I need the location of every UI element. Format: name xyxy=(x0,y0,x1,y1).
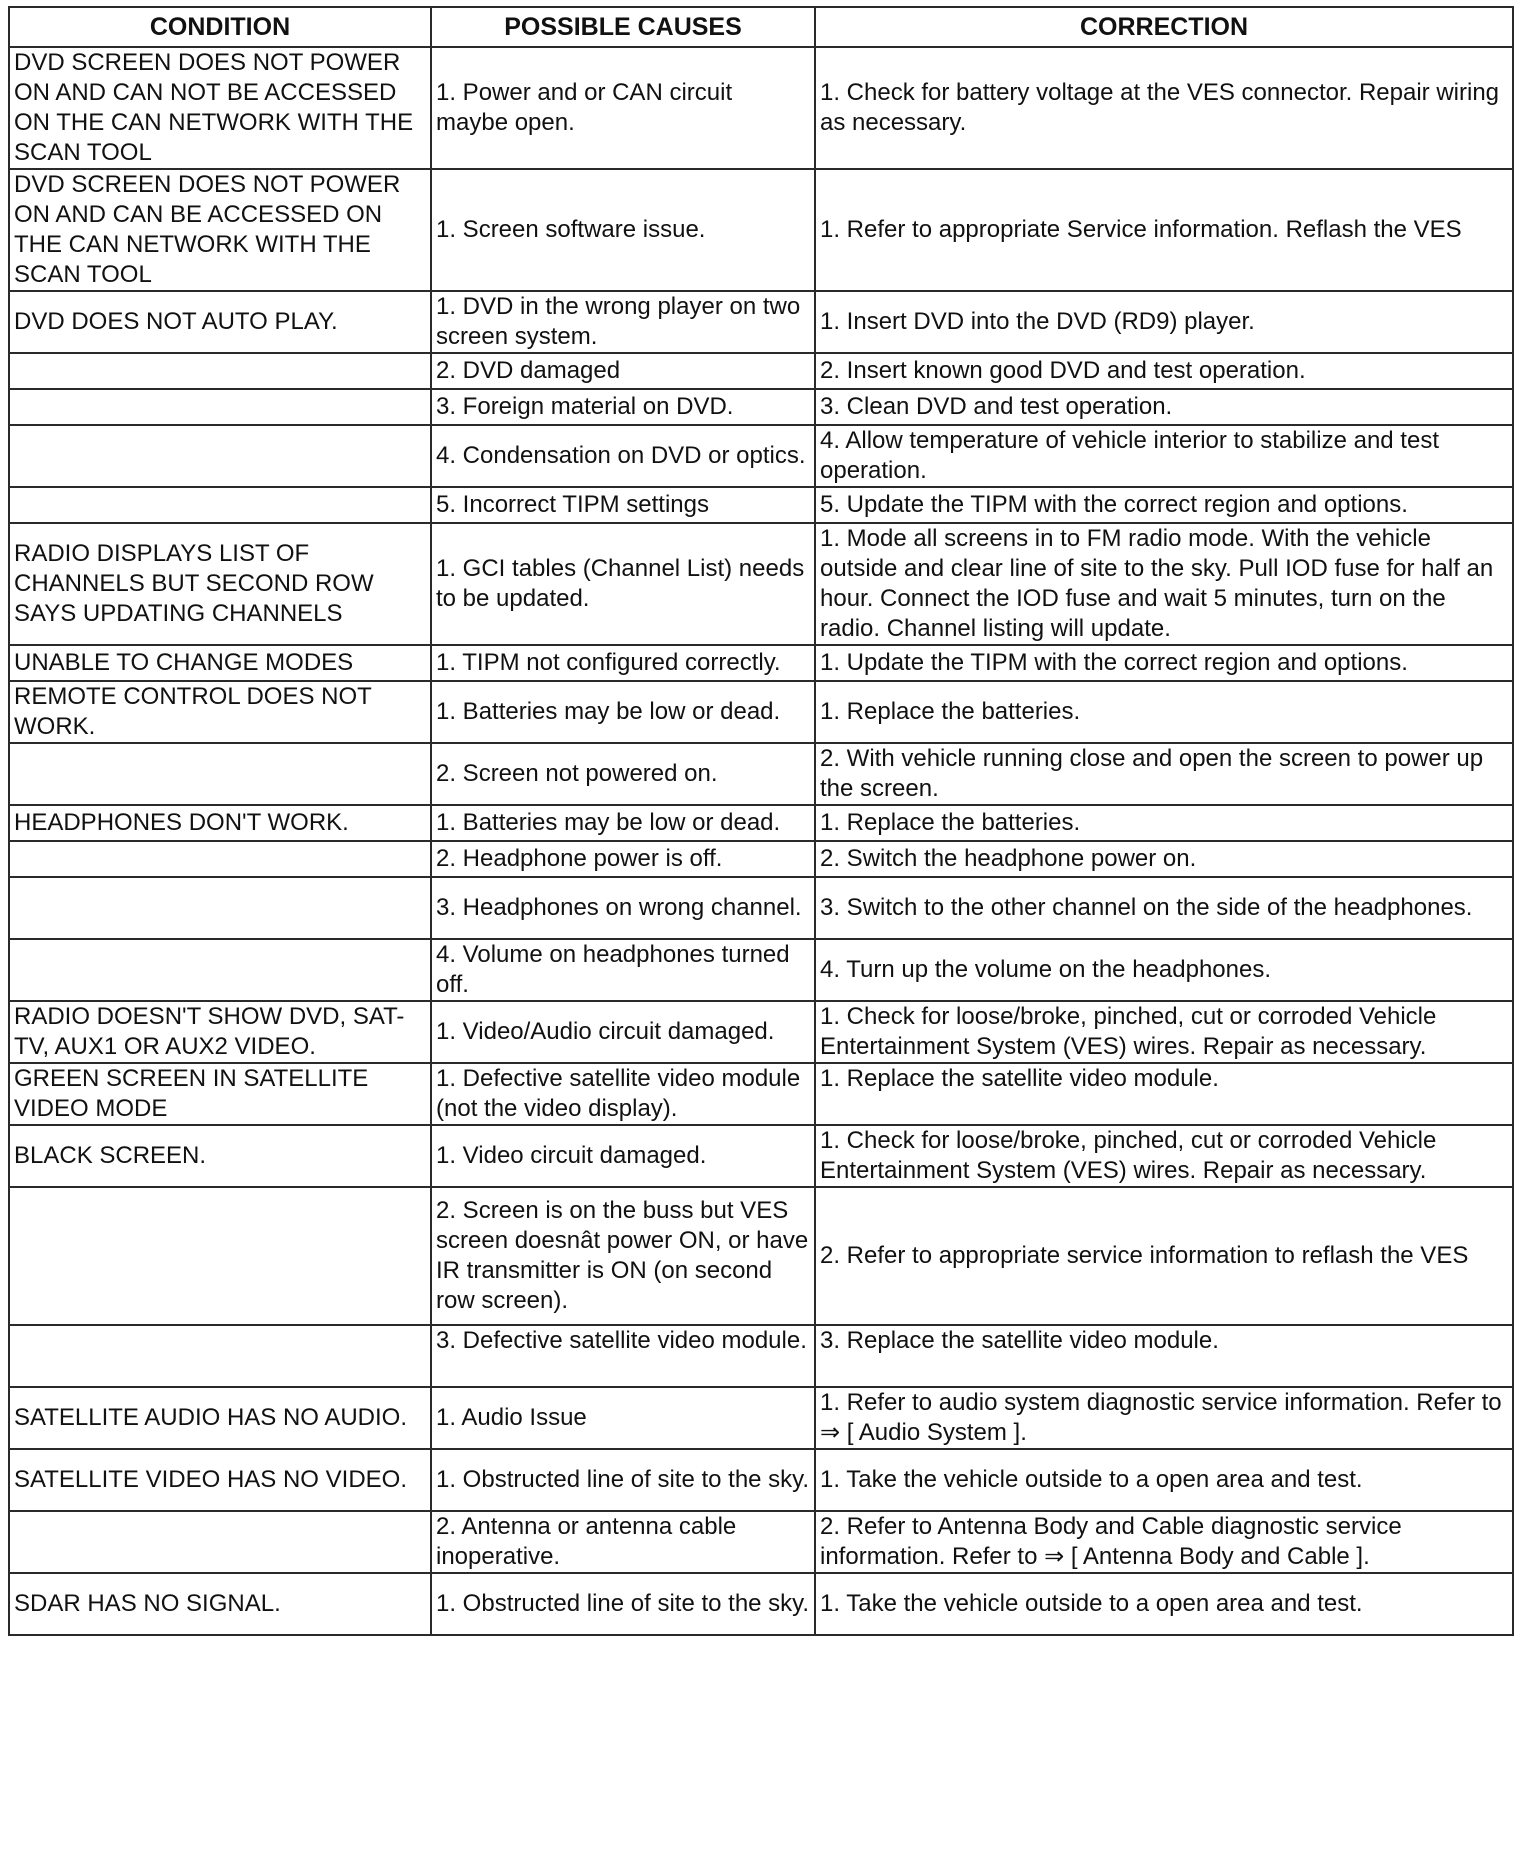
cause-cell: 5. Incorrect TIPM settings xyxy=(431,487,815,523)
cause-cell: 2. Antenna or antenna cable inoperative. xyxy=(431,1511,815,1573)
correction-cell: 1. Check for loose/broke, pinched, cut or corroded Vehicle Entertainment System (VES) wires. Repair as necessary. xyxy=(815,1125,1513,1187)
correction-cell: 1. Replace the batteries. xyxy=(815,681,1513,743)
table-row xyxy=(9,1573,1513,1635)
table-row xyxy=(9,425,1513,487)
correction-cell: 2. Refer to appropriate service information to reflash the VES xyxy=(815,1187,1513,1325)
condition-cell xyxy=(9,1325,431,1387)
condition-cell xyxy=(9,841,431,877)
condition-cell: DVD SCREEN DOES NOT POWER ON AND CAN NOT BE ACCESSED ON THE CAN NETWORK WITH THE SCAN TOOL xyxy=(9,47,431,169)
correction-cell: 1. Replace the batteries. xyxy=(815,805,1513,841)
condition-cell: DVD SCREEN DOES NOT POWER ON AND CAN BE ACCESSED ON THE CAN NETWORK WITH THE SCAN TOOL xyxy=(9,169,431,291)
cause-cell: 2. Headphone power is off. xyxy=(431,841,815,877)
table-row xyxy=(9,841,1513,877)
correction-cell: 1. Replace the satellite video module. xyxy=(815,1063,1513,1125)
table-row xyxy=(9,523,1513,645)
cause-cell: 1. Audio Issue xyxy=(431,1387,815,1449)
table-row xyxy=(9,1187,1513,1325)
cause-cell: 1. Screen software issue. xyxy=(431,169,815,291)
header-correction: CORRECTION xyxy=(815,7,1513,47)
cause-cell: 4. Condensation on DVD or optics. xyxy=(431,425,815,487)
header-possible-causes: POSSIBLE CAUSES xyxy=(431,7,815,47)
table-row xyxy=(9,877,1513,939)
condition-cell xyxy=(9,389,431,425)
table-row xyxy=(9,645,1513,681)
correction-cell: 2. Switch the headphone power on. xyxy=(815,841,1513,877)
condition-cell xyxy=(9,1187,431,1325)
diagnosis-table xyxy=(8,6,1514,1636)
cause-cell: 3. Headphones on wrong channel. xyxy=(431,877,815,939)
cause-cell: 1. Video/Audio circuit damaged. xyxy=(431,1001,815,1063)
condition-cell xyxy=(9,353,431,389)
correction-cell: 5. Update the TIPM with the correct region and options. xyxy=(815,487,1513,523)
condition-cell: SDAR HAS NO SIGNAL. xyxy=(9,1573,431,1635)
table-row xyxy=(9,1449,1513,1511)
cause-cell: 1. Power and or CAN circuit maybe open. xyxy=(431,47,815,169)
condition-cell xyxy=(9,1511,431,1573)
cause-cell: 1. Defective satellite video module (not the video display). xyxy=(431,1063,815,1125)
cause-cell: 3. Defective satellite video module. xyxy=(431,1325,815,1387)
condition-cell xyxy=(9,487,431,523)
condition-cell xyxy=(9,939,431,1001)
cause-cell: 2. DVD damaged xyxy=(431,353,815,389)
condition-cell: GREEN SCREEN IN SATELLITE VIDEO MODE xyxy=(9,1063,431,1125)
condition-cell xyxy=(9,425,431,487)
cause-cell: 1. Video circuit damaged. xyxy=(431,1125,815,1187)
table-row xyxy=(9,1387,1513,1449)
correction-cell: 1. Take the vehicle outside to a open area and test. xyxy=(815,1573,1513,1635)
condition-cell xyxy=(9,877,431,939)
correction-cell: 2. With vehicle running close and open the screen to power up the screen. xyxy=(815,743,1513,805)
table-row xyxy=(9,487,1513,523)
cause-cell: 2. Screen is on the buss but VES screen doesnât power ON, or have IR transmitter is ON (on second row screen). xyxy=(431,1187,815,1325)
correction-cell: 1. Refer to audio system diagnostic service information. Refer to ⇒ [ Audio System ]. xyxy=(815,1387,1513,1449)
cause-cell: 2. Screen not powered on. xyxy=(431,743,815,805)
table-row xyxy=(9,1125,1513,1187)
condition-cell: SATELLITE VIDEO HAS NO VIDEO. xyxy=(9,1449,431,1511)
correction-cell: 2. Insert known good DVD and test operation. xyxy=(815,353,1513,389)
correction-cell: 1. Take the vehicle outside to a open area and test. xyxy=(815,1449,1513,1511)
correction-cell: 2. Refer to Antenna Body and Cable diagnostic service information. Refer to ⇒ [ Antenna Body and Cable ]. xyxy=(815,1511,1513,1573)
cause-cell: 1. DVD in the wrong player on two screen system. xyxy=(431,291,815,353)
correction-cell: 4. Turn up the volume on the headphones. xyxy=(815,939,1513,1001)
correction-cell: 3. Clean DVD and test operation. xyxy=(815,389,1513,425)
cause-cell: 1. Batteries may be low or dead. xyxy=(431,805,815,841)
condition-cell: HEADPHONES DON'T WORK. xyxy=(9,805,431,841)
correction-cell: 1. Update the TIPM with the correct region and options. xyxy=(815,645,1513,681)
correction-cell: 3. Switch to the other channel on the side of the headphones. xyxy=(815,877,1513,939)
table-row xyxy=(9,169,1513,291)
correction-cell: 3. Replace the satellite video module. xyxy=(815,1325,1513,1387)
table-row xyxy=(9,1511,1513,1573)
cause-cell: 1. TIPM not configured correctly. xyxy=(431,645,815,681)
condition-cell: BLACK SCREEN. xyxy=(9,1125,431,1187)
header-row xyxy=(9,7,1513,47)
condition-cell: RADIO DOESN'T SHOW DVD, SAT-TV, AUX1 OR AUX2 VIDEO. xyxy=(9,1001,431,1063)
table-row xyxy=(9,939,1513,1001)
table-row xyxy=(9,805,1513,841)
condition-cell: SATELLITE AUDIO HAS NO AUDIO. xyxy=(9,1387,431,1449)
correction-cell: 4. Allow temperature of vehicle interior to stabilize and test operation. xyxy=(815,425,1513,487)
correction-cell: 1. Refer to appropriate Service information. Reflash the VES xyxy=(815,169,1513,291)
cause-cell: 1. GCI tables (Channel List) needs to be updated. xyxy=(431,523,815,645)
correction-cell: 1. Insert DVD into the DVD (RD9) player. xyxy=(815,291,1513,353)
cause-cell: 1. Batteries may be low or dead. xyxy=(431,681,815,743)
table-row xyxy=(9,1001,1513,1063)
correction-cell: 1. Mode all screens in to FM radio mode. With the vehicle outside and clear line of site to the sky. Pull IOD fuse for half an hour. Connect the IOD fuse and wait 5 minutes, turn on the radio. Channel listing will update. xyxy=(815,523,1513,645)
table-row xyxy=(9,743,1513,805)
condition-cell: REMOTE CONTROL DOES NOT WORK. xyxy=(9,681,431,743)
table-row xyxy=(9,1063,1513,1125)
condition-cell xyxy=(9,743,431,805)
table-row xyxy=(9,1325,1513,1387)
cause-cell: 1. Obstructed line of site to the sky. xyxy=(431,1573,815,1635)
condition-cell: RADIO DISPLAYS LIST OF CHANNELS BUT SECOND ROW SAYS UPDATING CHANNELS xyxy=(9,523,431,645)
cause-cell: 3. Foreign material on DVD. xyxy=(431,389,815,425)
condition-cell: UNABLE TO CHANGE MODES xyxy=(9,645,431,681)
cause-cell: 4. Volume on headphones turned off. xyxy=(431,939,815,1001)
correction-cell: 1. Check for loose/broke, pinched, cut or corroded Vehicle Entertainment System (VES) wires. Repair as necessary. xyxy=(815,1001,1513,1063)
table-row xyxy=(9,291,1513,353)
header-condition: CONDITION xyxy=(9,7,431,47)
table-row xyxy=(9,353,1513,389)
cause-cell: 1. Obstructed line of site to the sky. xyxy=(431,1449,815,1511)
correction-cell: 1. Check for battery voltage at the VES connector. Repair wiring as necessary. xyxy=(815,47,1513,169)
condition-cell: DVD DOES NOT AUTO PLAY. xyxy=(9,291,431,353)
table-row xyxy=(9,681,1513,743)
table-row xyxy=(9,389,1513,425)
table-row xyxy=(9,47,1513,169)
